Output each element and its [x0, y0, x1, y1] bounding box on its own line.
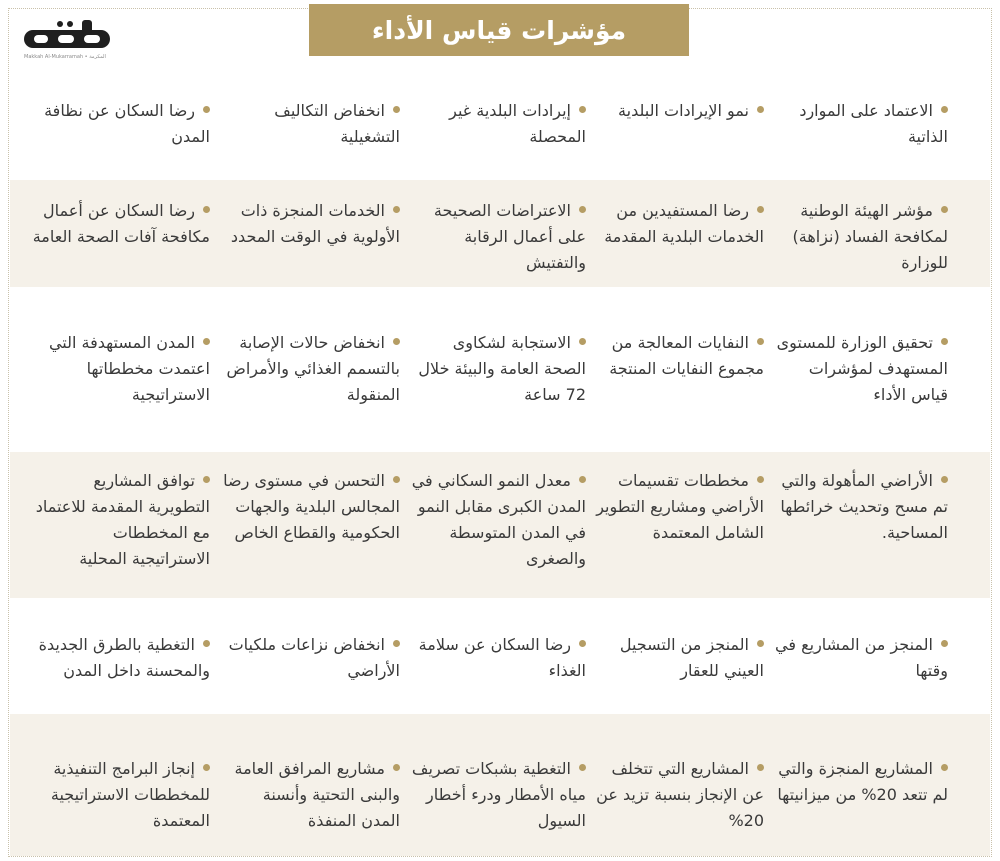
- bullet-icon: [203, 106, 210, 113]
- kpi-label: إيرادات البلدية غير المحصلة: [449, 101, 586, 146]
- makkah-logo-icon: [20, 16, 116, 52]
- bullet-icon: [393, 764, 400, 771]
- kpi-label: النفايات المعالجة من مجموع النفايات المنتجة: [609, 333, 764, 378]
- kpi-item: [770, 632, 948, 684]
- kpi-item: [586, 756, 764, 834]
- kpi-item: [586, 198, 764, 250]
- bullet-icon: [941, 206, 948, 213]
- kpi-label: رضا المستفيدين من الخدمات البلدية المقدمة: [604, 201, 764, 246]
- bullet-icon: [941, 640, 948, 647]
- kpi-label: نمو الإيرادات البلدية: [618, 101, 749, 120]
- kpi-item: [770, 330, 948, 408]
- kpi-item: [770, 98, 948, 150]
- page-title: [309, 4, 689, 56]
- bullet-icon: [579, 106, 586, 113]
- kpi-label: تحقيق الوزارة للمستوى المستهدف لمؤشرات قياس الأداء: [776, 333, 948, 404]
- kpi-item: [222, 632, 400, 684]
- kpi-label: التغطية بشبكات تصريف مياه الأمطار ودرء أخطار السيول: [411, 759, 586, 830]
- kpi-label: الاعتراضات الصحيحة على أعمال الرقابة والتفتيش: [433, 201, 586, 272]
- kpi-label: انخفاض حالات الإصابة بالتسمم الغذائي والأمراض المنقولة: [226, 333, 400, 404]
- kpi-item: [408, 468, 586, 572]
- kpi-item: [32, 330, 210, 408]
- page-title-text: مؤشرات قياس الأداء: [371, 15, 627, 45]
- kpi-label: توافق المشاريع التطويرية المقدمة للاعتماد مع المخططات الاستراتيجية المحلية: [35, 471, 210, 568]
- bullet-icon: [203, 338, 210, 345]
- bullet-icon: [579, 476, 586, 483]
- bullet-icon: [579, 640, 586, 647]
- bullet-icon: [203, 764, 210, 771]
- bullet-icon: [941, 476, 948, 483]
- kpi-label: المدن المستهدفة التي اعتمدت مخططاتها الاستراتيجية: [48, 333, 210, 404]
- bullet-icon: [393, 106, 400, 113]
- bullet-icon: [941, 106, 948, 113]
- bullet-icon: [203, 476, 210, 483]
- kpi-item: [408, 330, 586, 408]
- bullet-icon: [757, 338, 764, 345]
- kpi-item: [32, 98, 210, 150]
- kpi-item: [32, 756, 210, 834]
- kpi-label: معدل النمو السكاني في المدن الكبرى مقابل النمو في المدن المتوسطة والصغرى: [411, 471, 586, 568]
- kpi-item: [222, 330, 400, 408]
- kpi-label: الأراضي المأهولة والتي تم مسح وتحديث خرائطها المساحية.: [780, 471, 948, 542]
- kpi-item: [32, 632, 210, 684]
- kpi-label: المشاريع التي تتخلف عن الإنجاز بنسبة تزيد عن 20%: [596, 759, 764, 830]
- kpi-label: مشاريع المرافق العامة والبنى التحتية وأنسنة المدن المنفذة: [234, 759, 400, 830]
- kpi-label: رضا السكان عن أعمال مكافحة آفات الصحة العامة: [32, 201, 210, 246]
- kpi-item: [408, 198, 586, 276]
- bullet-icon: [579, 206, 586, 213]
- kpi-label: التحسن في مستوى رضا المجالس البلدية والجهات الحكومية والقطاع الخاص: [223, 471, 400, 542]
- kpi-item: [586, 468, 764, 546]
- kpi-label: رضا السكان عن نظافة المدن: [44, 101, 210, 146]
- kpi-item: [586, 98, 764, 124]
- kpi-label: الاستجابة لشكاوى الصحة العامة والبيئة خلال 72 ساعة: [418, 333, 586, 404]
- kpi-item: [770, 198, 948, 276]
- kpi-label: المنجز من المشاريع في وقتها: [775, 635, 948, 680]
- bullet-icon: [393, 338, 400, 345]
- logo: [20, 16, 120, 66]
- kpi-label: رضا السكان عن سلامة الغذاء: [418, 635, 586, 680]
- kpi-label: مؤشر الهيئة الوطنية لمكافحة الفساد (نزاهة) للوزارة: [792, 201, 948, 272]
- kpi-item: [770, 756, 948, 808]
- logo-tagline: Makkah Al-Mukarramah • المكرمة: [24, 54, 106, 60]
- bullet-icon: [393, 476, 400, 483]
- kpi-item: [586, 632, 764, 684]
- bullet-icon: [393, 206, 400, 213]
- kpi-item: [222, 98, 400, 150]
- kpi-item: [408, 632, 586, 684]
- bullet-icon: [757, 764, 764, 771]
- bullet-icon: [203, 206, 210, 213]
- bullet-icon: [941, 764, 948, 771]
- kpi-item: [32, 198, 210, 250]
- kpi-label: التغطية بالطرق الجديدة والمحسنة داخل المدن: [38, 635, 210, 680]
- kpi-item: [32, 468, 210, 572]
- kpi-item: [408, 756, 586, 834]
- kpi-label: انخفاض التكاليف التشغيلية: [274, 101, 400, 146]
- bullet-icon: [757, 640, 764, 647]
- bullet-icon: [579, 764, 586, 771]
- kpi-item: [408, 98, 586, 150]
- kpi-item: [586, 330, 764, 382]
- kpi-label: المشاريع المنجزة والتي لم تتعد 20% من ميزانيتها: [777, 759, 948, 804]
- kpi-label: الاعتماد على الموارد الذاتية: [799, 101, 948, 146]
- bullet-icon: [757, 206, 764, 213]
- kpi-item: [222, 468, 400, 546]
- bullet-icon: [757, 106, 764, 113]
- kpi-label: انخفاض نزاعات ملكيات الأراضي: [228, 635, 400, 680]
- kpi-item: [770, 468, 948, 546]
- kpi-label: إنجاز البرامج التنفيذية للمخططات الاستراتيجية المعتمدة: [50, 759, 210, 830]
- kpi-item: [222, 756, 400, 834]
- bullet-icon: [757, 476, 764, 483]
- bullet-icon: [203, 640, 210, 647]
- kpi-label: المنجز من التسجيل العيني للعقار: [619, 635, 764, 680]
- kpi-label: الخدمات المنجزة ذات الأولوية في الوقت المحدد: [230, 201, 400, 246]
- bullet-icon: [393, 640, 400, 647]
- bullet-icon: [941, 338, 948, 345]
- bullet-icon: [579, 338, 586, 345]
- kpi-label: مخططات تقسيمات الأراضي ومشاريع التطوير الشامل المعتمدة: [596, 471, 764, 542]
- kpi-item: [222, 198, 400, 250]
